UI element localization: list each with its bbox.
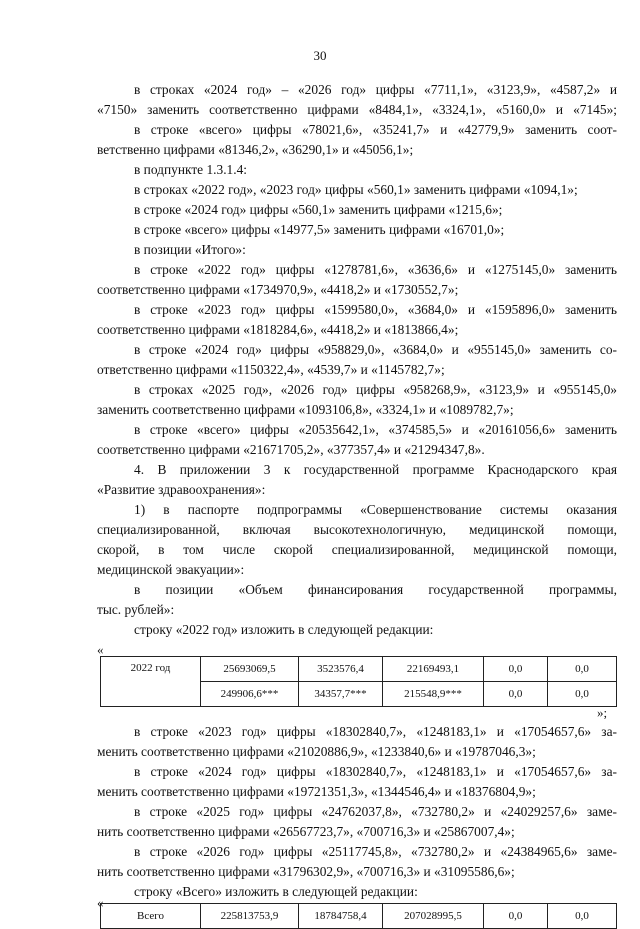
text-line: в позиции «Объем финансирования государственной программы, — [134, 582, 617, 597]
text-line: в строках «2025 год», «2026 год» цифры «958268,9», «3123,9» и «955145,0» — [134, 382, 617, 397]
text-line: ветственно цифрами «81346,2», «36290,1» и «45056,1»; — [97, 142, 414, 157]
table-cell: 0,0 — [548, 657, 617, 682]
text-line: скорой, в том числе скорой специализированной, медицинской помощи, — [97, 542, 617, 557]
table-cell: 249906,6*** — [201, 682, 299, 707]
text-line: в позиции «Итого»: — [134, 242, 246, 257]
quote-open: « — [97, 642, 104, 657]
table-cell: 0,0 — [484, 657, 548, 682]
row-label: Всего — [101, 904, 201, 929]
text-line: в строке «2023 год» цифры «1599580,0», «3684,0» и «1595896,0» заменить — [134, 302, 617, 317]
text-line: в строках «2024 год» – «2026 год» цифры «7711,1», «3123,9», «4587,2» и — [134, 82, 617, 97]
table-cell: 18784758,4 — [299, 904, 383, 929]
financing-table-2022 — [100, 656, 617, 707]
table-cell: 0,0 — [484, 682, 548, 707]
page-number: 30 — [313, 48, 327, 63]
text-line: в строках «2022 год», «2023 год» цифры «560,1» заменить цифрами «1094,1»; — [134, 182, 578, 197]
text-line: в подпункте 1.3.1.4: — [134, 162, 248, 177]
table-cell: 0,0 — [548, 904, 617, 929]
text-line: в строке «2024 год» цифры «18302840,7», «1248183,1» и «17054657,6» за- — [134, 764, 617, 779]
text-line: в строке «2025 год» цифры «24762037,8», «732780,2» и «24029257,6» заме- — [134, 804, 617, 819]
table-cell: 34357,7*** — [299, 682, 383, 707]
text-line: в строке «всего» цифры «78021,6», «35241,7» и «42779,9» заменить соот- — [134, 122, 617, 137]
text-line: менить соответственно цифрами «21020886,9», «1233840,6» и «19787046,3»; — [97, 744, 536, 759]
text-line: в строке «2024 год» цифры «560,1» заменить цифрами «1215,6»; — [134, 202, 503, 217]
text-line: нить соответственно цифрами «31796302,9», «700716,3» и «31095586,6»; — [97, 864, 515, 879]
text-line: медицинской эвакуации»: — [97, 562, 245, 577]
financing-table-total — [100, 903, 617, 929]
text-line: в строке «2024 год» цифры «958829,0», «3684,0» и «955145,0» заменить со- — [134, 342, 617, 357]
text-line: 4. В приложении 3 к государственной программе Краснодарского края — [134, 462, 617, 477]
text-line: соответственно цифрами «1818284,6», «4418,2» и «1813866,4»; — [97, 322, 459, 337]
table-cell: 3523576,4 — [299, 657, 383, 682]
text-line: соответственно цифрами «21671705,2», «377357,4» и «21294347,8». — [97, 442, 485, 457]
text-line: строку «2022 год» изложить в следующей редакции: — [134, 622, 434, 637]
row-label: 2022 год — [101, 657, 201, 707]
table-cell: 0,0 — [484, 904, 548, 929]
text-line: в строке «всего» цифры «14977,5» заменить цифрами «16701,0»; — [134, 222, 505, 237]
table-cell: 225813753,9 — [201, 904, 299, 929]
text-line: соответственно цифрами «1734970,9», «4418,2» и «1730552,7»; — [97, 282, 459, 297]
text-line: 1) в паспорте подпрограммы «Совершенствование системы оказания — [134, 502, 617, 517]
text-line: в строке «2023 год» цифры «18302840,7», «1248183,1» и «17054657,6» за- — [134, 724, 617, 739]
text-line: «Развитие здравоохранения»: — [97, 482, 266, 497]
table-cell: 22169493,1 — [383, 657, 484, 682]
text-line: в строке «2022 год» цифры «1278781,6», «3636,6» и «1275145,0» заменить — [134, 262, 617, 277]
text-line: менить соответственно цифрами «19721351,3», «1344546,4» и «18376804,9»; — [97, 784, 536, 799]
text-line: специализированной, включая высокотехнологичную, медицинской помощи, — [97, 522, 617, 537]
text-line: «7150» заменить соответственно цифрами «8484,1», «3324,1», «5160,0» и «7145»; — [97, 102, 617, 117]
text-line: тыс. рублей»: — [97, 602, 175, 617]
quote-open: « — [97, 895, 104, 910]
text-line: нить соответственно цифрами «26567723,7», «700716,3» и «25867007,4»; — [97, 824, 515, 839]
text-line: ответственно цифрами «1150322,4», «4539,7» и «1145782,7»; — [97, 362, 445, 377]
table-row — [101, 657, 617, 682]
text-line: в строке «всего» цифры «20535642,1», «374585,5» и «20161056,6» заменить — [134, 422, 617, 437]
table-cell: 0,0 — [548, 682, 617, 707]
table-row — [101, 904, 617, 929]
quote-close: »; — [597, 705, 608, 720]
text-line: строку «Всего» изложить в следующей редакции: — [134, 884, 418, 899]
text-line: заменить соответственно цифрами «1093106,8», «3324,1» и «1089782,7»; — [97, 402, 514, 417]
table-cell: 207028995,5 — [383, 904, 484, 929]
text-line: в строке «2026 год» цифры «25117745,8», «732780,2» и «24384965,6» заме- — [134, 844, 617, 859]
table-cell: 215548,9*** — [383, 682, 484, 707]
table-cell: 25693069,5 — [201, 657, 299, 682]
